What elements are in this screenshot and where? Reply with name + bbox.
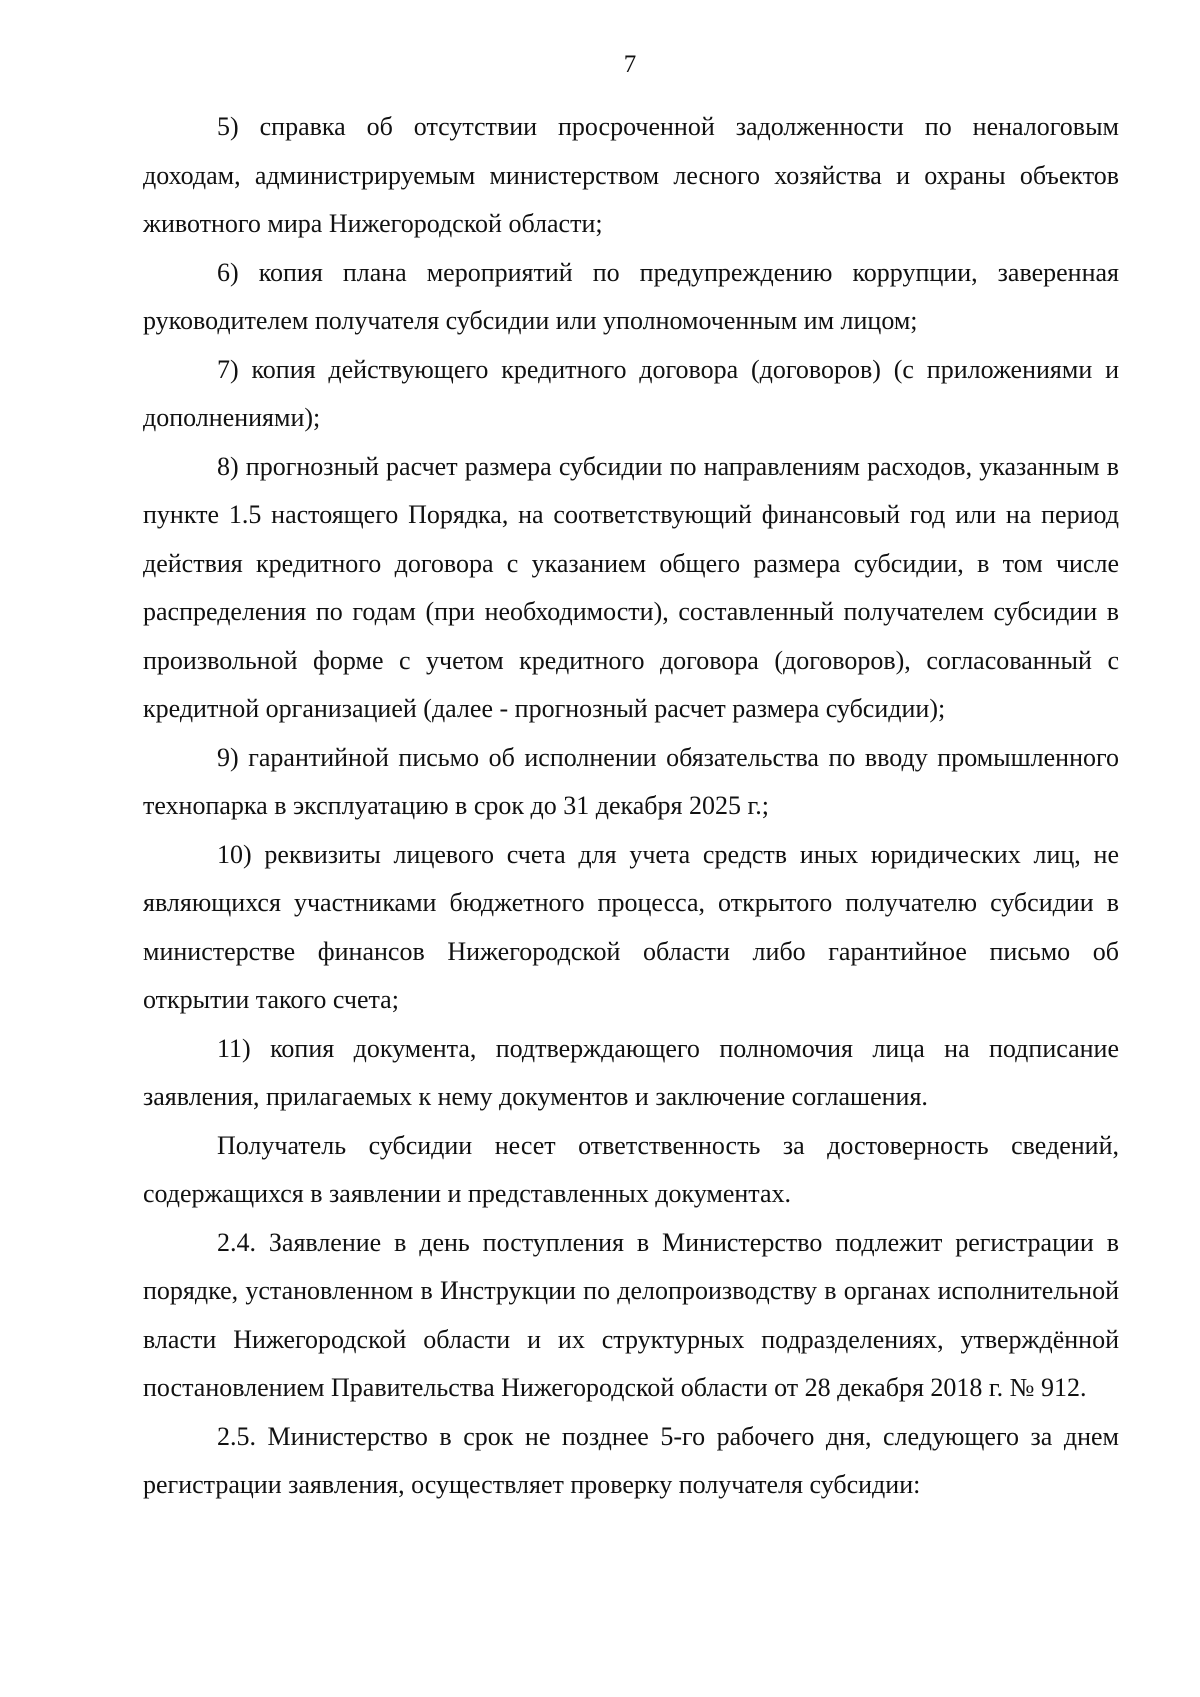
- paragraph-item-10: 10) реквизиты лицевого счета для учета средств иных юридических лиц, не являющихся участниками бюджетного процесса, открытого получателю субсидии в министерстве финансов Нижегородской области либо гарантийное письмо об открытии такого счета;: [143, 839, 1119, 1014]
- paragraph-item-5: 5) справка об отсутствии просроченной задолженности по неналоговым доходам, администрируемым министерством лесного хозяйства и охраны объектов животного мира Нижегородской области;: [143, 112, 1119, 238]
- paragraph-item-8: 8) прогнозный расчет размера субсидии по направлениям расходов, указанным в пункте 1.5 настоящего Порядка, на соответствующий финансовый год или на период действия кредитного договора с указанием общего размера субсидии, в том числе распределения по годам (при необходимости), составленный получателем субсидии в произвольной форме с учетом кредитного договора (договоров), согласованный с кредитной организацией (далее - прогнозный расчет размера субсидии);: [143, 451, 1119, 723]
- paragraph-responsibility: Получатель субсидии несет ответственность за достоверность сведений, содержащихся в заявлении и представленных документах.: [143, 1130, 1119, 1208]
- paragraph-2-4: 2.4. Заявление в день поступления в Министерство подлежит регистрации в порядке, установленном в Инструкции по делопроизводству в органах исполнительной власти Нижегородской области и их структурных подразделениях, утверждённой постановлением Правительства Нижегородской области от 28 декабря 2018 г. № 912.: [143, 1227, 1119, 1402]
- paragraph-item-6: 6) копия плана мероприятий по предупреждению коррупции, заверенная руководителем получателя субсидии или уполномоченным им лицом;: [143, 257, 1119, 335]
- paragraph-item-7: 7) копия действующего кредитного договора (договоров) (с приложениями и дополнениями);: [143, 354, 1119, 432]
- paragraph-2-5: 2.5. Министерство в срок не позднее 5-го рабочего дня, следующего за днем регистрации заявления, осуществляет проверку получателя субсидии:: [143, 1421, 1119, 1499]
- page-number: 7: [623, 51, 637, 78]
- paragraph-item-11: 11) копия документа, подтверждающего полномочия лица на подписание заявления, прилагаемых к нему документов и заключение соглашения.: [143, 1033, 1119, 1111]
- document-body: [143, 103, 1119, 1510]
- paragraph-item-9: 9) гарантийной письмо об исполнении обязательства по вводу промышленного технопарка в эксплуатацию в срок до 31 декабря 2025 г.;: [143, 742, 1119, 820]
